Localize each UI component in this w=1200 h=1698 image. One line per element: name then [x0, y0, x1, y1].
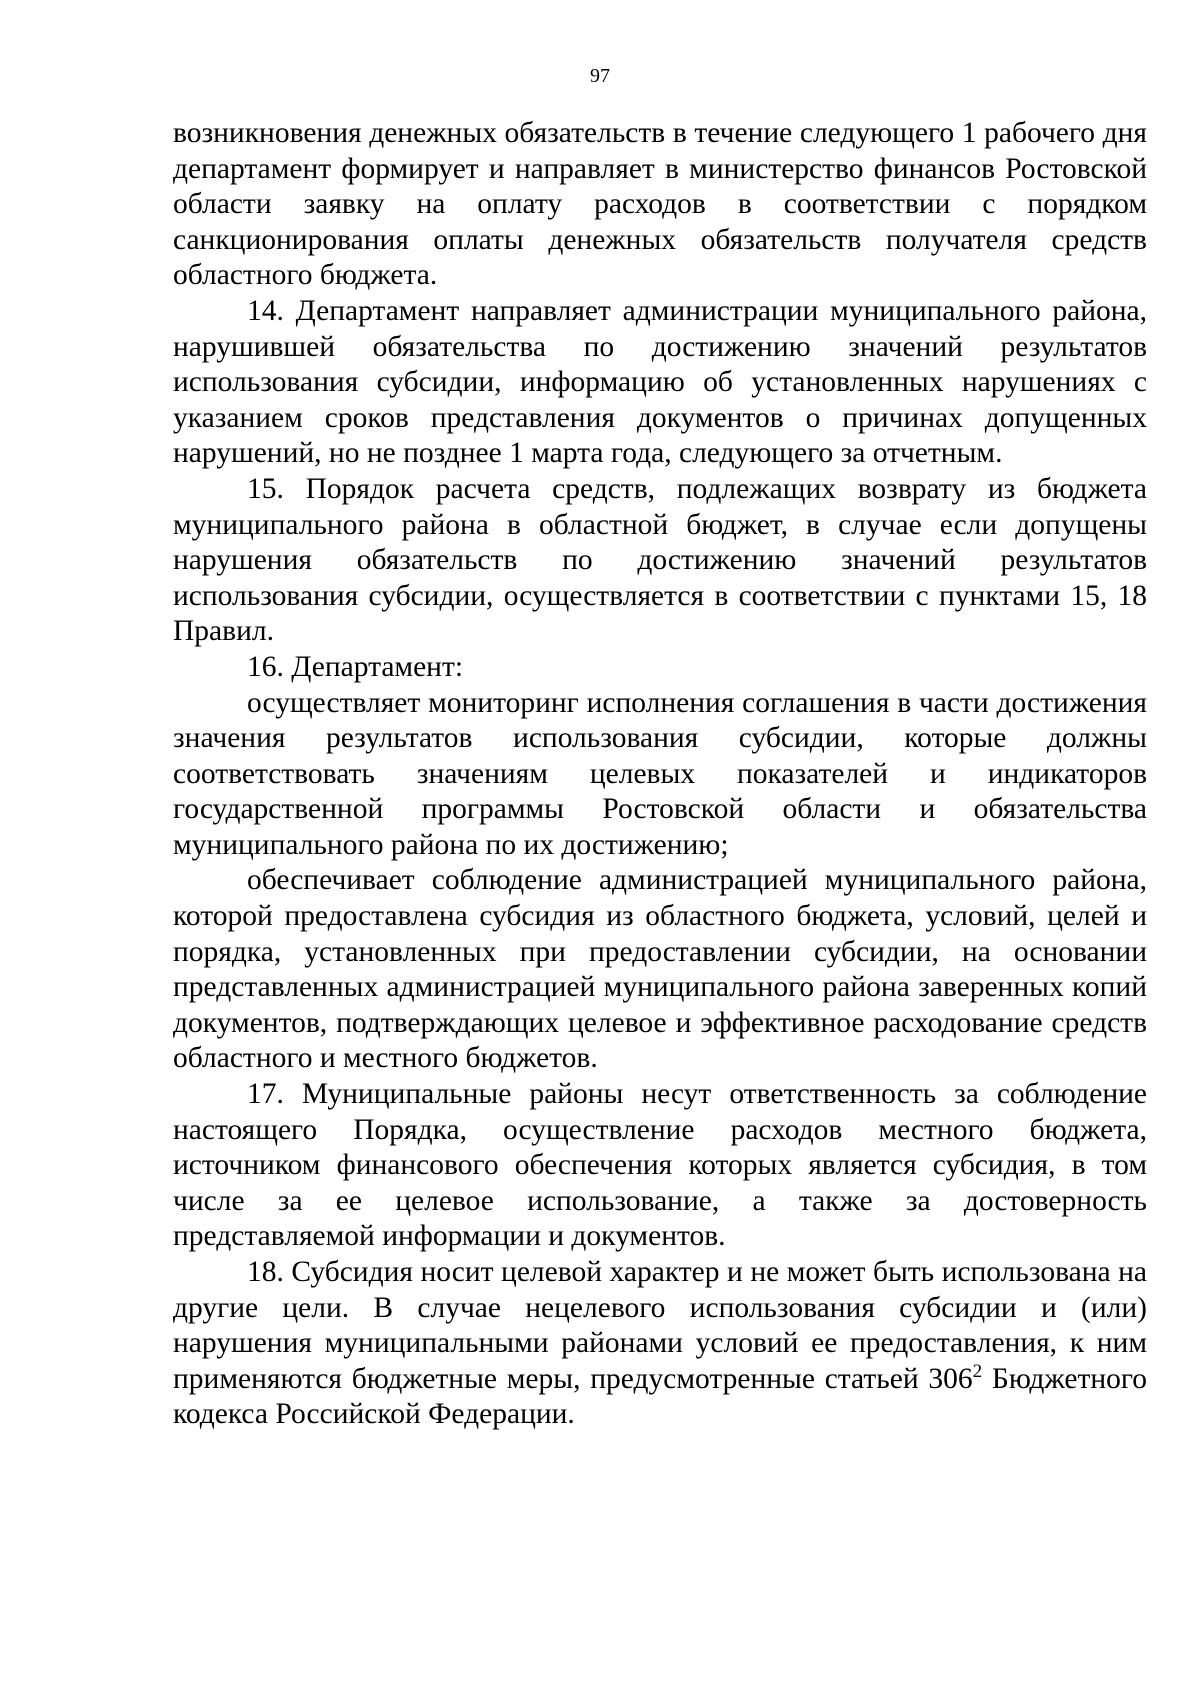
paragraph-16-monitoring: осуществляет мониторинг исполнения соглашения в части достижения значения результатов использования субсидии, которые должны соответствовать значениям целевых показателей и индикаторов государственной программы Ростовской области и обязательства муниципального района по их достижению; [173, 686, 1147, 861]
paragraph-17: 17. Муниципальные районы несут ответственность за соблюдение настоящего Порядка, осуществление расходов местного бюджета, источником финансового обеспечения которых является субсидия, в том числе за ее целевое использование, а также за достоверность представляемой информации и документов. [173, 1078, 1147, 1253]
paragraph-15: 15. Порядок расчета средств, подлежащих возврату из бюджета муниципального района в областной бюджет, в случае если допущены нарушения обязательств по достижению значений результатов использования субсидии, осуществляется в соответствии с пунктами 15, 18 Правил. [173, 472, 1147, 648]
page-number: 97 [590, 65, 610, 87]
paragraph-14: 14. Департамент направляет администрации муниципального района, нарушившей обязательства по достижению значений результатов использования субсидии, информацию об установленных нарушениях с указанием сроков представления документов о причинах допущенных нарушений, но не позднее 1 марта года, следующего за отчетным. [173, 294, 1147, 470]
paragraph-16-compliance: обеспечивает соблюдение администрацией муниципального района, которой предоставлена субсидия из областного бюджета, условий, целей и порядка, установленных при предоставлении субсидии, на основании представленных администрацией муниципального района заверенных копий документов, подтверждающих целевое и эффективное расходование средств областного и местного бюджетов. [173, 864, 1147, 1075]
paragraph-16-heading: 16. Департамент: [247, 650, 464, 683]
paragraph-continuation: возникновения денежных обязательств в течение следующего 1 рабочего дня департамент формирует и направляет в министерство финансов Ростовской области заявку на оплату расходов в соответствии с порядком санкционирования оплаты денежных обязательств получателя средств областного бюджета. [173, 117, 1147, 292]
document-body [173, 116, 1147, 1433]
paragraph-18-text: 18. Субсидия носит целевой характер и не может быть использована на другие цели. В случае нецелевого использования субсидии и (или) нарушения муниципальными районами условий ее предоставления, к ним применяются бюджетные меры, предусмотренные статьей 306 [173, 1256, 1147, 1395]
superscript: 2 [972, 1360, 983, 1382]
paragraph-18-ending: Бюджетного кодекса Российской Федерации. [173, 1362, 1148, 1431]
paragraph-18 [173, 1255, 1147, 1433]
